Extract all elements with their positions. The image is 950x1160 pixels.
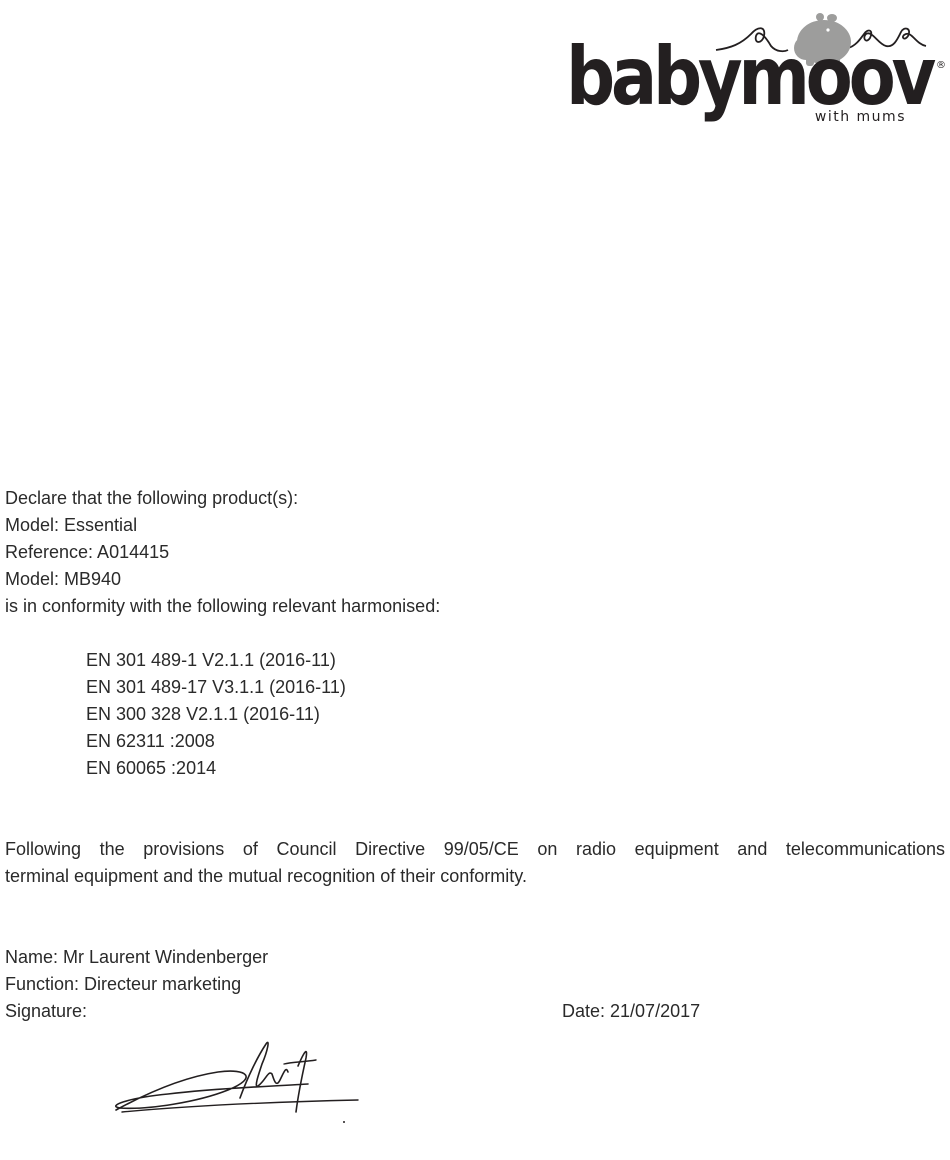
standard-item: EN 60065 :2014 — [86, 758, 217, 778]
model-line-2: Model: MB940 — [5, 569, 122, 589]
standard-item: EN 301 489-1 V2.1.1 (2016-11) — [86, 650, 336, 670]
declaration-intro: Declare that the following product(s): — [5, 488, 299, 508]
standard-item: EN 300 328 V2.1.1 (2016-11) — [86, 704, 320, 724]
brand-wordmark: babymoov — [566, 30, 936, 123]
signatory-block — [5, 944, 945, 1025]
signature-date-row — [5, 998, 945, 1025]
signatory-name: Name: Mr Laurent Windenberger — [5, 947, 269, 967]
brand-tagline: with mums — [814, 109, 906, 125]
declaration-body — [5, 485, 945, 1025]
babymoov-logo-graphic — [566, 8, 946, 126]
signatory-function: Function: Directeur marketing — [5, 974, 242, 994]
signature-date: Date: 21/07/2017 — [562, 1001, 701, 1021]
model-line-1: Model: Essential — [5, 515, 138, 535]
signature-graphic — [108, 1036, 368, 1126]
directive-line-1: Following the provisions of Council Directive 99/05/CE on radio equipment and telecommunications — [5, 839, 945, 859]
babymoov-logo — [566, 8, 946, 126]
directive-line-2: terminal equipment and the mutual recognition of their conformity. — [5, 866, 527, 886]
reference-line: Reference: A014415 — [5, 542, 170, 562]
standard-item: EN 301 489-17 V3.1.1 (2016-11) — [86, 677, 346, 697]
registered-mark: ® — [936, 60, 946, 71]
standards-list — [5, 647, 945, 782]
standard-item: EN 62311 :2008 — [86, 731, 215, 751]
handwritten-signature — [108, 1036, 368, 1126]
conformity-line: is in conformity with the following relevant harmonised: — [5, 596, 441, 616]
directive-paragraph — [5, 836, 945, 890]
signature-label: Signature: — [5, 1001, 88, 1021]
